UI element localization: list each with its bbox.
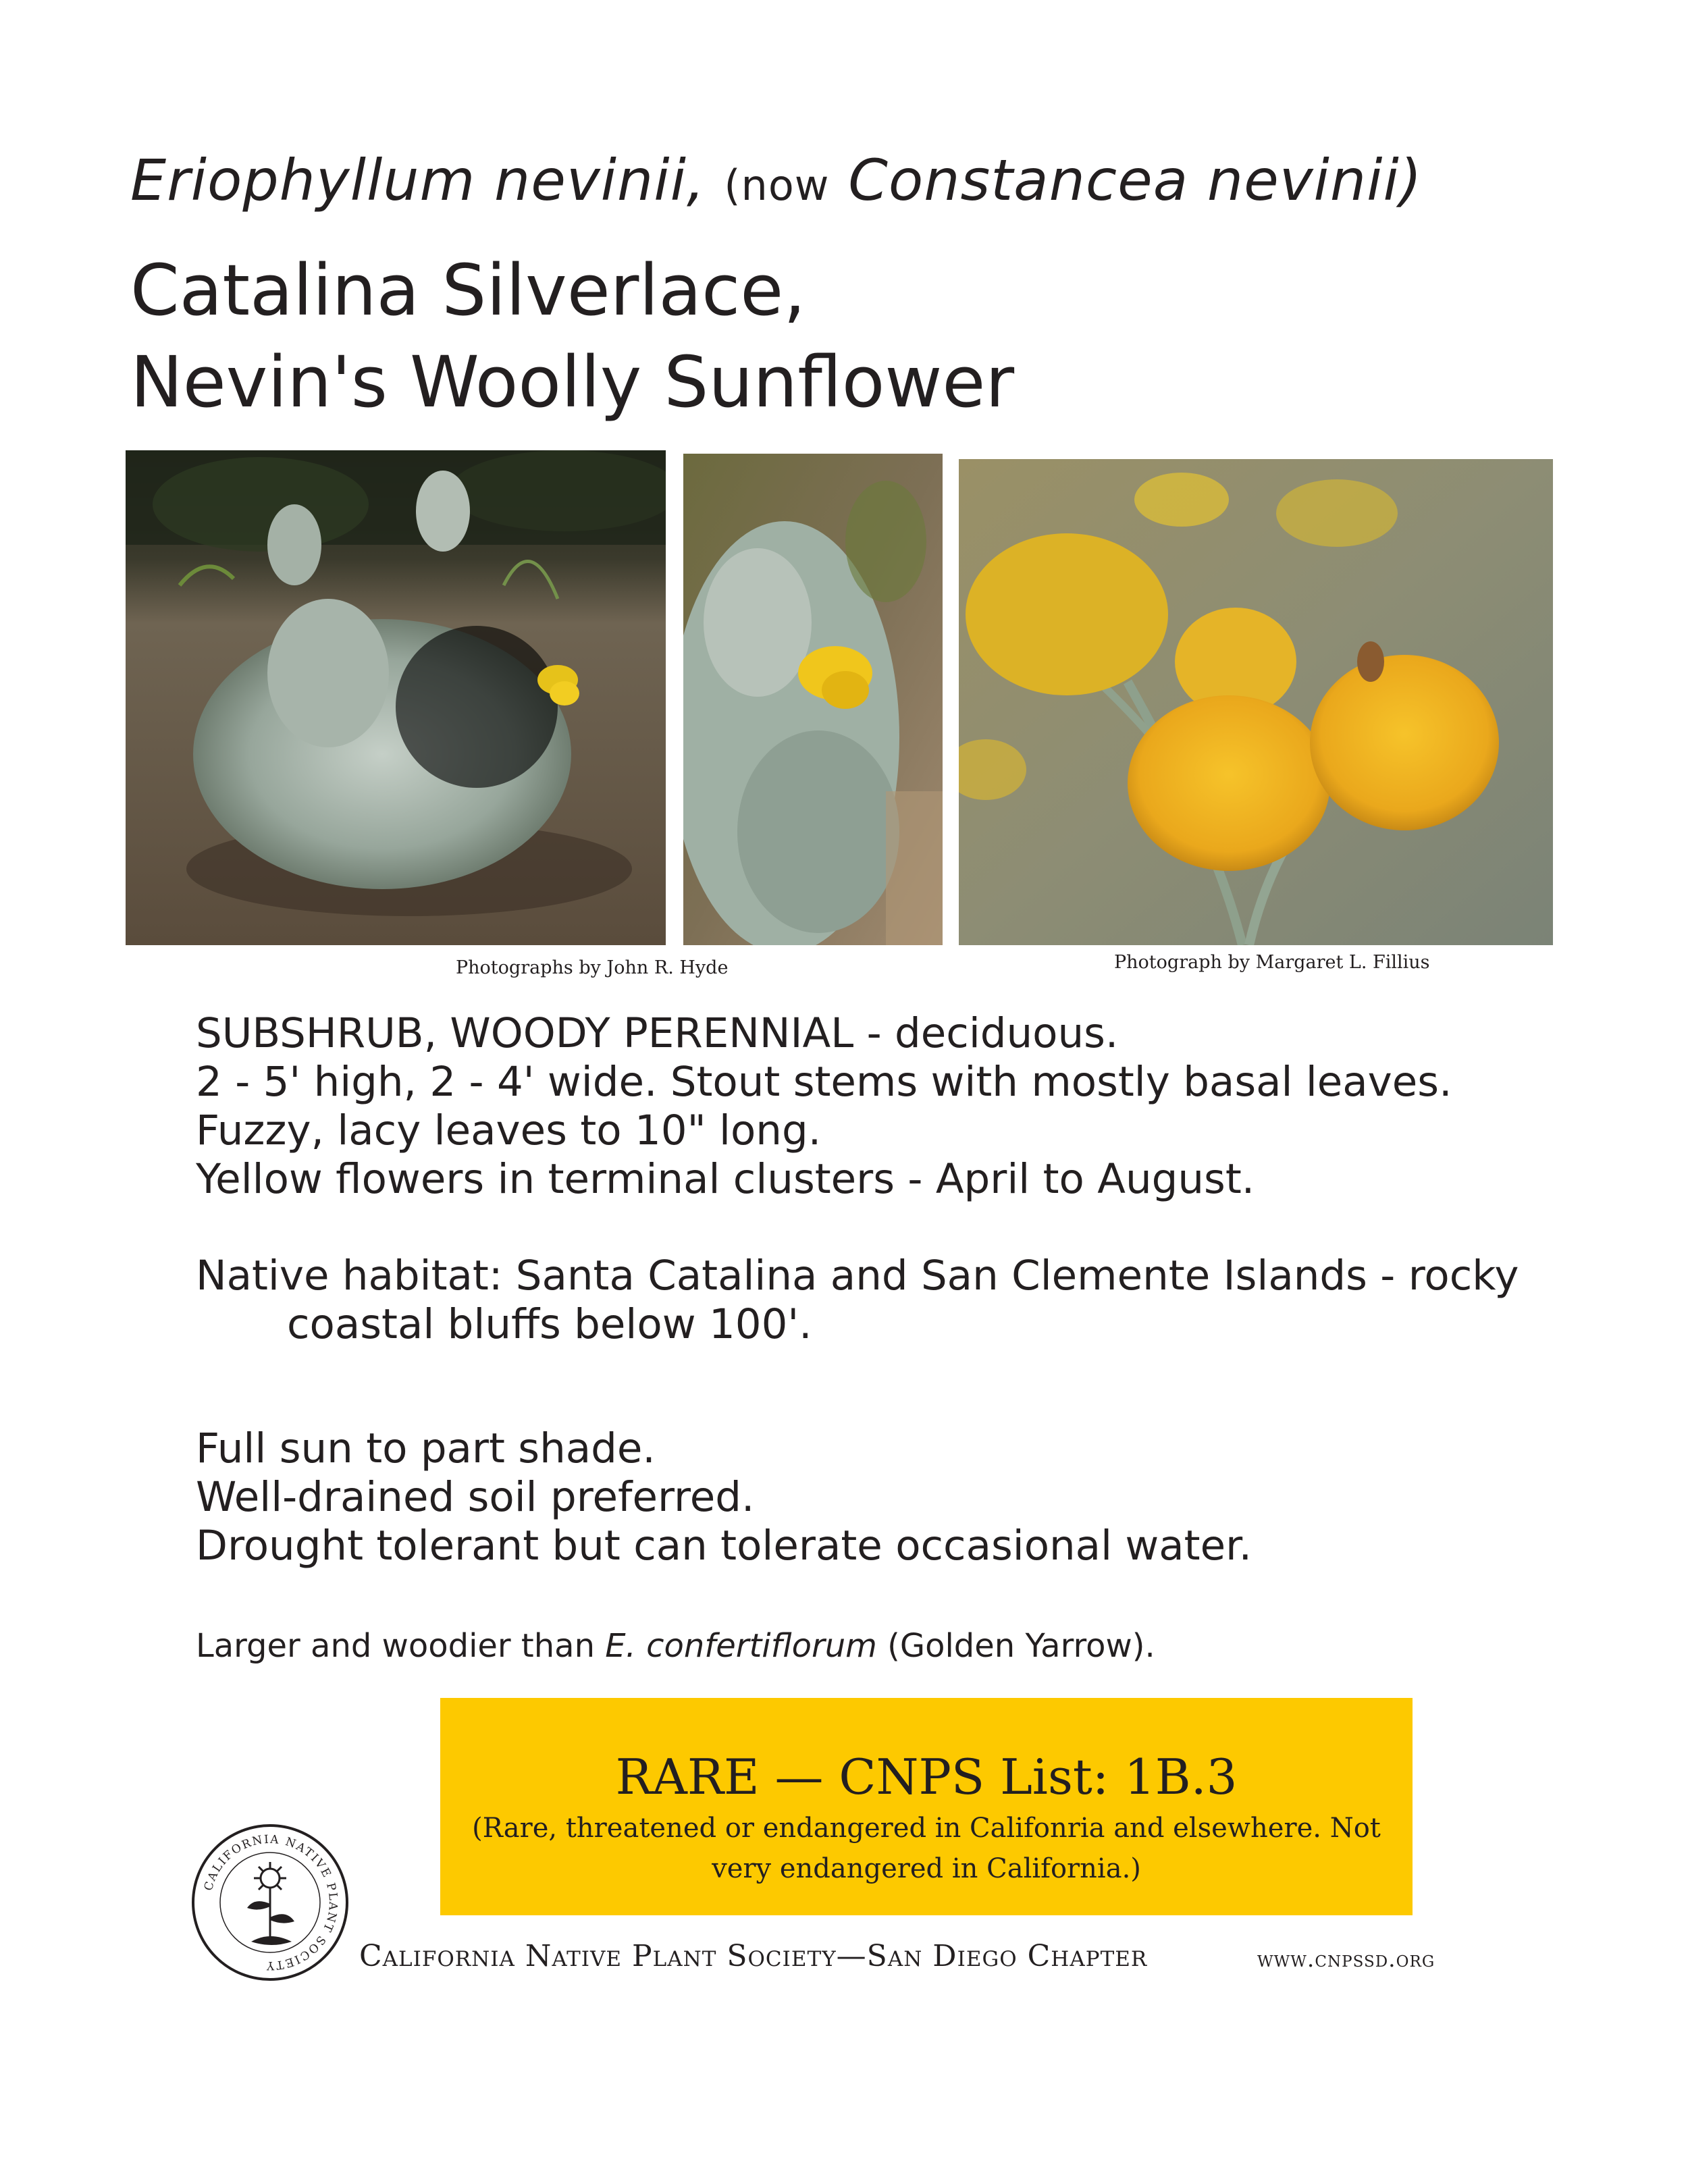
care-line-3: Drought tolerant but can tolerate occasional water. bbox=[196, 1522, 1252, 1570]
flower-cluster-photo bbox=[959, 459, 1553, 945]
photo-credit-right: Photograph by Margaret L. Fillius bbox=[1114, 952, 1430, 973]
scientific-name-heading bbox=[130, 147, 1423, 213]
organization-name: California Native Plant Society—San Diego Chapter bbox=[359, 1939, 1148, 1973]
new-scientific-name: Constancea nevinii) bbox=[848, 147, 1423, 213]
photo-credit-left: Photographs by John R. Hyde bbox=[456, 957, 729, 978]
cnps-seal-logo bbox=[190, 1823, 350, 1982]
scientific-name: Eriophyllum nevinii, bbox=[130, 147, 706, 213]
common-name-line-1: Catalina Silverlace, bbox=[130, 249, 806, 331]
stems-photo bbox=[683, 454, 943, 945]
shrub-photo bbox=[126, 450, 666, 945]
description-line-3: Fuzzy, lacy leaves to 10" long. bbox=[196, 1107, 822, 1154]
seal-text: CALIFORNIA NATIVE PLANT SOCIETY bbox=[201, 1832, 340, 1973]
care-line-2: Well-drained soil preferred. bbox=[196, 1473, 755, 1521]
comparison-note bbox=[196, 1627, 1155, 1665]
habitat-line-2: coastal bluffs below 100'. bbox=[287, 1300, 812, 1348]
common-name-heading bbox=[130, 244, 1014, 428]
note-prefix: Larger and woodier than bbox=[196, 1627, 606, 1665]
rarity-title: RARE — CNPS List: 1B.3 bbox=[615, 1749, 1238, 1805]
rarity-explanation: (Rare, threatened or endangered in Califonria and elsewhere. Not very endangered in California.) bbox=[472, 1813, 1381, 1884]
description-line-1: SUBSHRUB, WOODY PERENNIAL - deciduous. bbox=[196, 1009, 1119, 1057]
website-url[interactable]: www.cnpssd.org bbox=[1257, 1946, 1435, 1972]
care-line-1: Full sun to part shade. bbox=[196, 1424, 656, 1472]
habitat-line-1: Native habitat: Santa Catalina and San Clemente Islands - rocky bbox=[196, 1252, 1519, 1300]
note-suffix: (Golden Yarrow). bbox=[876, 1627, 1155, 1665]
common-name-line-2: Nevin's Woolly Sunflower bbox=[130, 341, 1015, 423]
rarity-status-box bbox=[440, 1698, 1413, 1915]
description-line-2: 2 - 5' high, 2 - 4' wide. Stout stems with mostly basal leaves. bbox=[196, 1058, 1452, 1106]
now-label: now bbox=[741, 161, 830, 210]
note-species: E. confertiflorum bbox=[605, 1627, 877, 1665]
description-line-4: Yellow flowers in terminal clusters - April to August. bbox=[196, 1155, 1255, 1203]
paren-open: ( bbox=[724, 161, 741, 210]
